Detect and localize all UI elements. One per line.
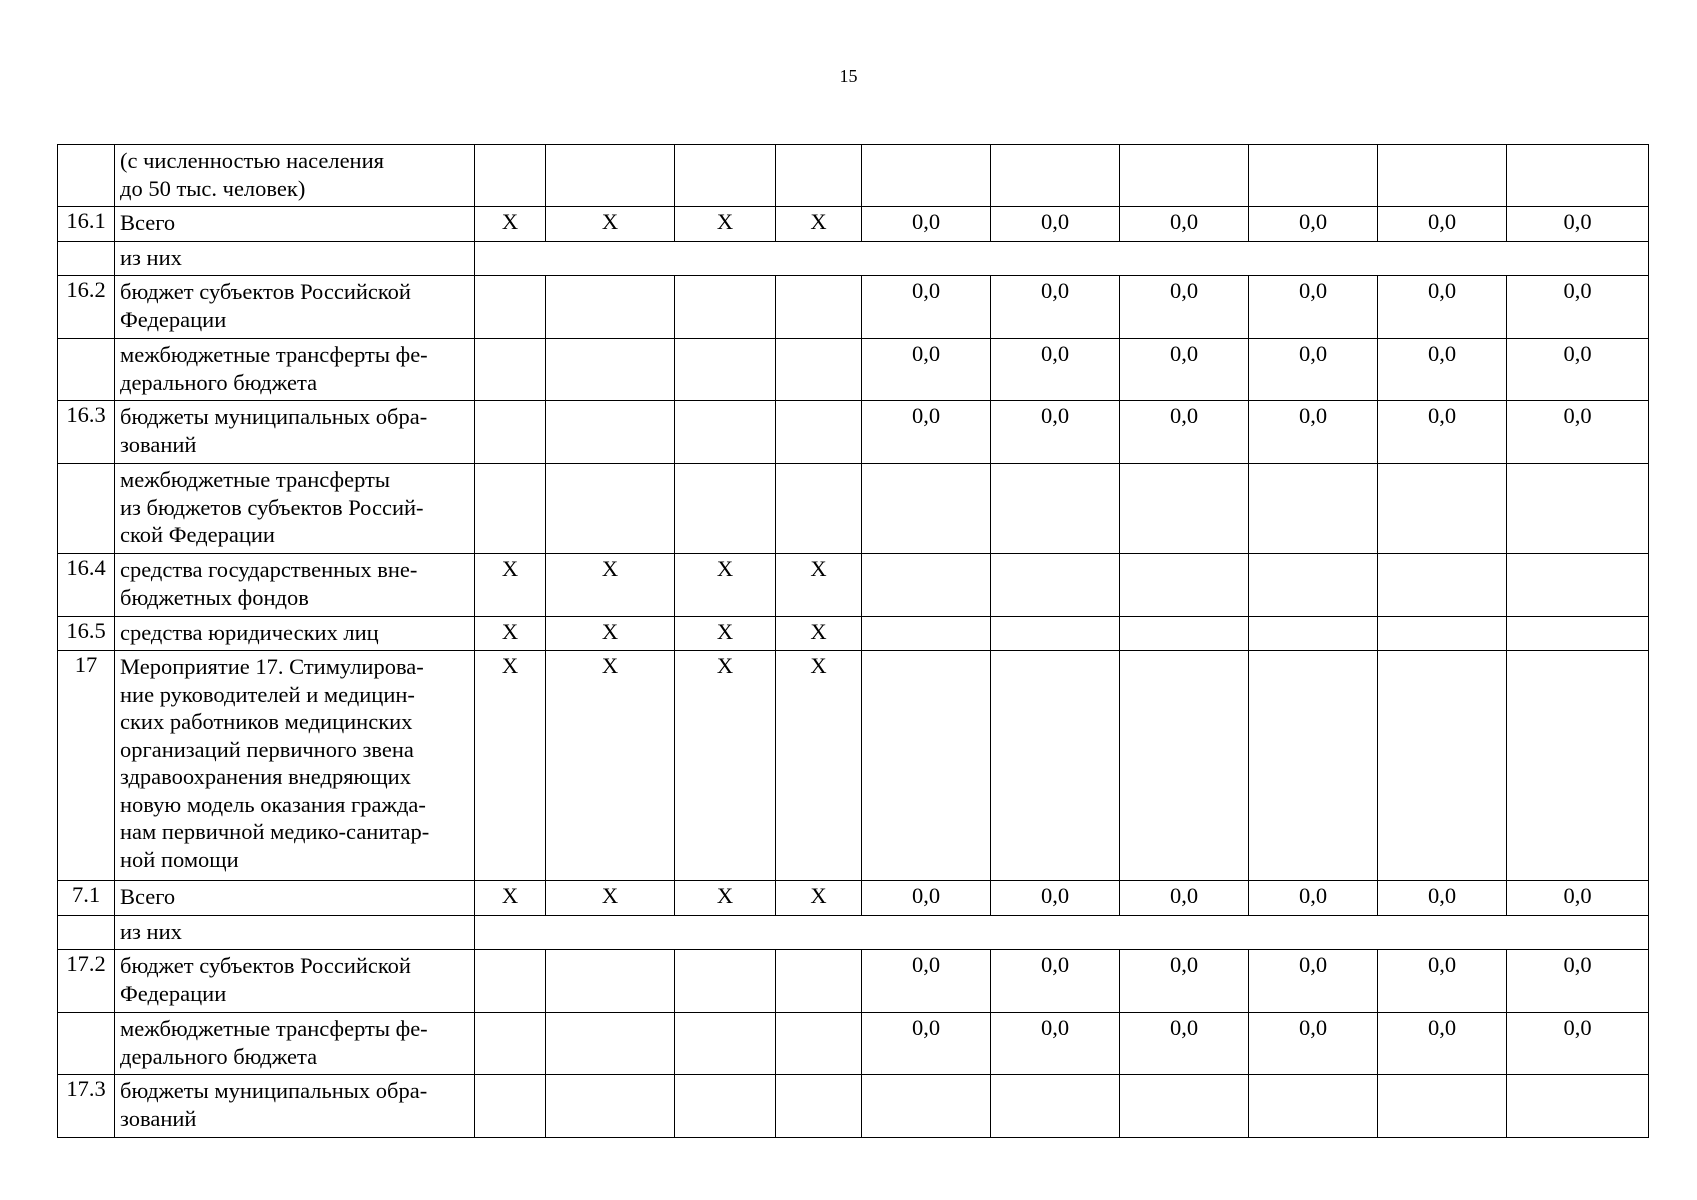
- marker-cell: Х: [546, 651, 675, 881]
- value-cell: 0,0: [1378, 276, 1507, 339]
- value-cell: [1378, 145, 1507, 207]
- budget-table: [57, 144, 1649, 1138]
- row-name: Всего: [115, 207, 475, 242]
- row-name: средства государственных вне- бюджетных фондов: [115, 554, 475, 617]
- value-cell: 0,0: [1378, 339, 1507, 401]
- row-name: из них: [115, 242, 475, 276]
- marker-cell: [776, 950, 862, 1013]
- row-name: Мероприятие 17. Стимулирова- ние руководителей и медицин- ских работников медицинских организаций первичного звена здравоохранения внедряющих новую модель оказания гражда- нам первичной медико-санитар- ной помощи: [115, 651, 475, 881]
- row-number: [58, 242, 115, 276]
- value-cell: [1120, 145, 1249, 207]
- value-cell: 0,0: [1120, 401, 1249, 464]
- value-cell: [862, 1075, 991, 1138]
- value-cell: 0,0: [991, 1013, 1120, 1075]
- value-cell: 0,0: [1507, 881, 1649, 916]
- marker-cell: Х: [546, 617, 675, 651]
- value-cell: 0,0: [862, 401, 991, 464]
- value-cell: 0,0: [1249, 950, 1378, 1013]
- table-row: [58, 950, 1649, 1013]
- value-cell: [862, 651, 991, 881]
- value-cell: 0,0: [991, 207, 1120, 242]
- marker-cell: [675, 145, 776, 207]
- marker-cell: [675, 1013, 776, 1075]
- row-number: [58, 339, 115, 401]
- value-cell: 0,0: [991, 276, 1120, 339]
- value-cell: 0,0: [991, 950, 1120, 1013]
- value-cell: [991, 617, 1120, 651]
- value-cell: [862, 464, 991, 554]
- table-row: [58, 916, 1649, 950]
- value-cell: [1120, 1075, 1249, 1138]
- value-cell: 0,0: [1120, 1013, 1249, 1075]
- row-number: [58, 145, 115, 207]
- row-number: 7.1: [58, 881, 115, 916]
- merged-cell: [475, 916, 1649, 950]
- value-cell: 0,0: [1507, 339, 1649, 401]
- row-name: бюджет субъектов Российской Федерации: [115, 276, 475, 339]
- value-cell: 0,0: [862, 950, 991, 1013]
- value-cell: [1249, 145, 1378, 207]
- value-cell: [1249, 651, 1378, 881]
- value-cell: 0,0: [1249, 276, 1378, 339]
- row-name: средства юридических лиц: [115, 617, 475, 651]
- row-name: бюджеты муниципальных обра- зований: [115, 1075, 475, 1138]
- marker-cell: Х: [675, 881, 776, 916]
- value-cell: [1249, 464, 1378, 554]
- value-cell: [991, 554, 1120, 617]
- row-number: [58, 1013, 115, 1075]
- marker-cell: Х: [546, 554, 675, 617]
- table-row: [58, 145, 1649, 207]
- value-cell: 0,0: [1378, 1013, 1507, 1075]
- marker-cell: [776, 339, 862, 401]
- value-cell: [1120, 464, 1249, 554]
- value-cell: [991, 145, 1120, 207]
- marker-cell: Х: [475, 617, 546, 651]
- table-row: [58, 1013, 1649, 1075]
- value-cell: [991, 651, 1120, 881]
- value-cell: [1378, 464, 1507, 554]
- row-number: 17.2: [58, 950, 115, 1013]
- marker-cell: Х: [776, 617, 862, 651]
- value-cell: [1507, 1075, 1649, 1138]
- value-cell: 0,0: [1249, 207, 1378, 242]
- table-row: [58, 881, 1649, 916]
- marker-cell: [546, 950, 675, 1013]
- marker-cell: [675, 276, 776, 339]
- marker-cell: [475, 950, 546, 1013]
- marker-cell: Х: [675, 554, 776, 617]
- marker-cell: Х: [475, 651, 546, 881]
- table-row: [58, 1075, 1649, 1138]
- marker-cell: [475, 339, 546, 401]
- value-cell: 0,0: [1249, 401, 1378, 464]
- row-number: 16.1: [58, 207, 115, 242]
- value-cell: 0,0: [991, 339, 1120, 401]
- row-name: бюджеты муниципальных обра- зований: [115, 401, 475, 464]
- row-number: [58, 464, 115, 554]
- marker-cell: [776, 464, 862, 554]
- marker-cell: Х: [546, 881, 675, 916]
- merged-cell: [475, 242, 1649, 276]
- value-cell: 0,0: [1507, 207, 1649, 242]
- value-cell: 0,0: [1249, 881, 1378, 916]
- row-name: межбюджетные трансферты фе- дерального бюджета: [115, 339, 475, 401]
- value-cell: [1507, 145, 1649, 207]
- value-cell: 0,0: [1120, 950, 1249, 1013]
- value-cell: [862, 145, 991, 207]
- value-cell: 0,0: [1507, 950, 1649, 1013]
- value-cell: 0,0: [1120, 881, 1249, 916]
- marker-cell: Х: [675, 651, 776, 881]
- value-cell: [1378, 1075, 1507, 1138]
- marker-cell: Х: [776, 554, 862, 617]
- marker-cell: [675, 464, 776, 554]
- value-cell: 0,0: [1120, 339, 1249, 401]
- marker-cell: [475, 1075, 546, 1138]
- value-cell: 0,0: [862, 881, 991, 916]
- value-cell: 0,0: [1378, 207, 1507, 242]
- row-number: 16.2: [58, 276, 115, 339]
- marker-cell: Х: [475, 881, 546, 916]
- table-row: [58, 242, 1649, 276]
- value-cell: [1507, 464, 1649, 554]
- value-cell: [862, 617, 991, 651]
- value-cell: 0,0: [1378, 950, 1507, 1013]
- table-row: [58, 401, 1649, 464]
- value-cell: [1507, 651, 1649, 881]
- row-name: межбюджетные трансферты фе- дерального бюджета: [115, 1013, 475, 1075]
- table-row: [58, 464, 1649, 554]
- value-cell: 0,0: [862, 1013, 991, 1075]
- marker-cell: [475, 276, 546, 339]
- marker-cell: [546, 401, 675, 464]
- marker-cell: [675, 401, 776, 464]
- value-cell: [1249, 617, 1378, 651]
- table-row: [58, 617, 1649, 651]
- value-cell: [1378, 651, 1507, 881]
- table-row: [58, 207, 1649, 242]
- value-cell: 0,0: [991, 401, 1120, 464]
- row-number: [58, 916, 115, 950]
- value-cell: 0,0: [862, 339, 991, 401]
- value-cell: [1507, 554, 1649, 617]
- marker-cell: [475, 464, 546, 554]
- row-name: межбюджетные трансферты из бюджетов субъектов Россий- ской Федерации: [115, 464, 475, 554]
- value-cell: [991, 464, 1120, 554]
- table-row: [58, 339, 1649, 401]
- value-cell: 0,0: [1120, 276, 1249, 339]
- table-row: [58, 554, 1649, 617]
- value-cell: 0,0: [991, 881, 1120, 916]
- marker-cell: [776, 1013, 862, 1075]
- marker-cell: [675, 1075, 776, 1138]
- value-cell: 0,0: [862, 207, 991, 242]
- page-number: 15: [839, 66, 858, 86]
- value-cell: [991, 1075, 1120, 1138]
- marker-cell: [475, 145, 546, 207]
- marker-cell: [776, 1075, 862, 1138]
- marker-cell: Х: [776, 651, 862, 881]
- marker-cell: Х: [776, 881, 862, 916]
- value-cell: [1378, 617, 1507, 651]
- marker-cell: [546, 464, 675, 554]
- marker-cell: Х: [675, 207, 776, 242]
- value-cell: [1249, 554, 1378, 617]
- row-name: (с численностью населения до 50 тыс. человек): [115, 145, 475, 207]
- marker-cell: [776, 276, 862, 339]
- value-cell: 0,0: [1378, 401, 1507, 464]
- value-cell: 0,0: [1120, 207, 1249, 242]
- marker-cell: [546, 1075, 675, 1138]
- marker-cell: [675, 950, 776, 1013]
- marker-cell: [546, 145, 675, 207]
- row-number: 16.3: [58, 401, 115, 464]
- table-row: [58, 276, 1649, 339]
- marker-cell: [776, 401, 862, 464]
- row-name: из них: [115, 916, 475, 950]
- marker-cell: [475, 1013, 546, 1075]
- value-cell: 0,0: [1249, 1013, 1378, 1075]
- marker-cell: [546, 1013, 675, 1075]
- row-number: 16.4: [58, 554, 115, 617]
- value-cell: 0,0: [1507, 276, 1649, 339]
- value-cell: [1120, 554, 1249, 617]
- row-name: бюджет субъектов Российской Федерации: [115, 950, 475, 1013]
- marker-cell: Х: [675, 617, 776, 651]
- row-name: Всего: [115, 881, 475, 916]
- value-cell: 0,0: [1249, 339, 1378, 401]
- value-cell: 0,0: [1507, 401, 1649, 464]
- marker-cell: [675, 339, 776, 401]
- row-number: 17: [58, 651, 115, 881]
- marker-cell: Х: [546, 207, 675, 242]
- value-cell: 0,0: [862, 276, 991, 339]
- table-row: [58, 651, 1649, 881]
- value-cell: [1378, 554, 1507, 617]
- row-number: 17.3: [58, 1075, 115, 1138]
- marker-cell: Х: [475, 554, 546, 617]
- row-number: 16.5: [58, 617, 115, 651]
- marker-cell: Х: [776, 207, 862, 242]
- marker-cell: Х: [475, 207, 546, 242]
- value-cell: 0,0: [1507, 1013, 1649, 1075]
- value-cell: [1249, 1075, 1378, 1138]
- value-cell: [1507, 617, 1649, 651]
- value-cell: [1120, 617, 1249, 651]
- marker-cell: [475, 401, 546, 464]
- marker-cell: [546, 339, 675, 401]
- marker-cell: [546, 276, 675, 339]
- marker-cell: [776, 145, 862, 207]
- value-cell: 0,0: [1378, 881, 1507, 916]
- value-cell: [862, 554, 991, 617]
- value-cell: [1120, 651, 1249, 881]
